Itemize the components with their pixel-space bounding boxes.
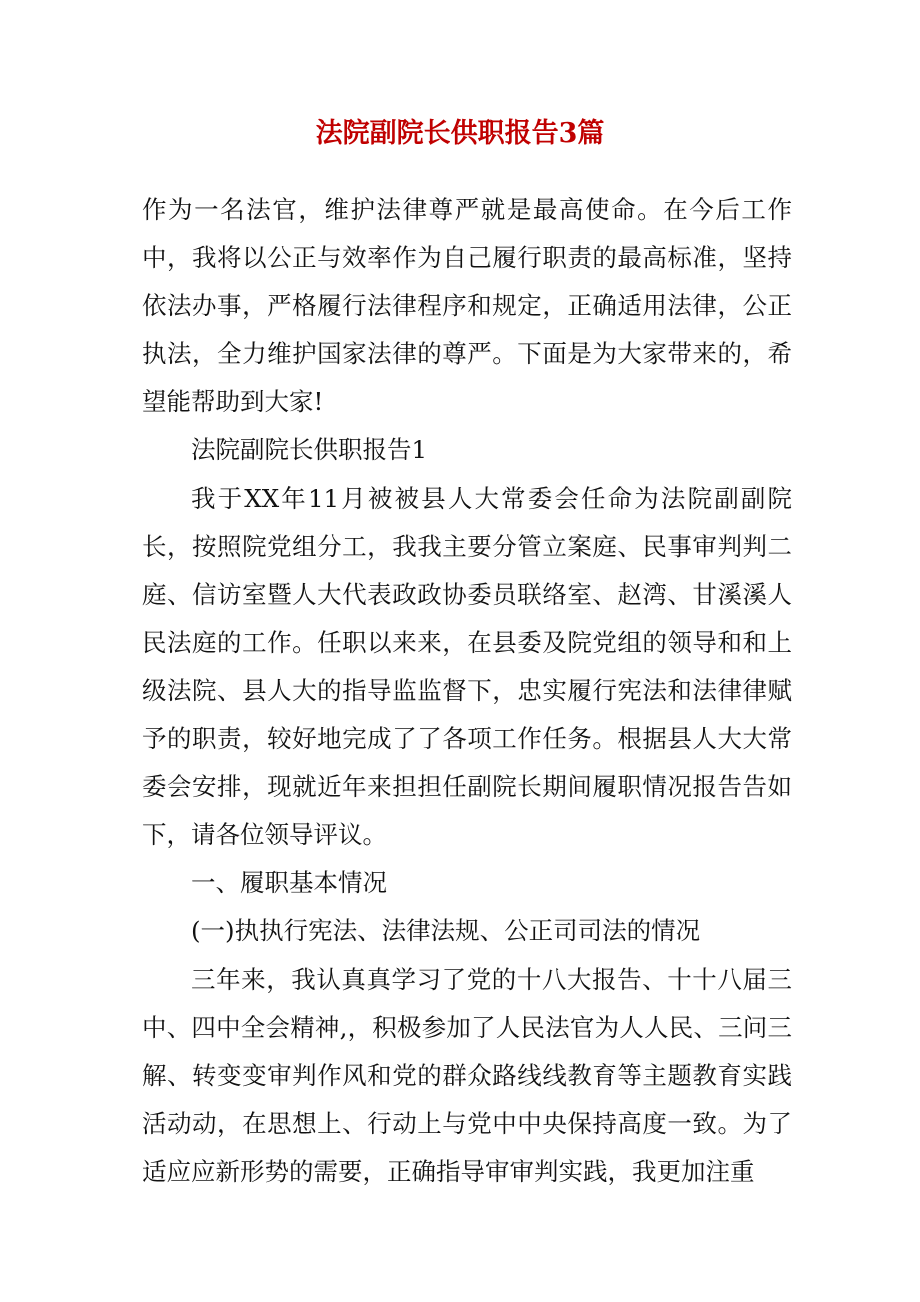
section-heading-report-1: 法院副院长供职报告1 <box>191 435 428 465</box>
intro-paragraph: 作为一名法官，维护法律尊严就是最高使命。在今后工作中，我将以公正与效率作为自己履行职责的最高标准，坚持依法办事，严格履行法律程序和规定，正确适用法律，公正执法，全力维护国家法律的尊严。下面是为大家带来的，希望能帮助到大家! <box>142 195 792 417</box>
subsection-heading-1: (一)执执行宪法、法律法规、公正司司法的情况 <box>191 916 701 946</box>
subsection-1-paragraph: 三年来，我认真真学习了党的十八大报告、十十八届三中、四中全会精神,，积极参加了人民法官为人人民、三问三解、转变变审判作风和党的群众路线线教育等主题教育实践活动动，在思想上、行动上与党中中央保持高度一致。为了适应应新形势的需要，正确指导审审判实践，我更加注重 <box>142 964 792 1186</box>
report-1-paragraph: 我于XX年11月被被县人大常委会任命为法院副副院长，按照院党组分工，我我主要分管立案庭、民事审判判二庭、信访室暨人大代表政政协委员联络室、赵湾、甘溪溪人民法庭的工作。任职以来来，在县委及院党组的领导和和上级法院、县人大的指导监监督下，忠实履行宪法和法律律赋予的职责，较好地完成了了各项工作任务。根据县人大大常委会安排，现就近年来担担任副院长期间履职情况报告告如下，请各位领导评议。 <box>142 483 792 850</box>
section-heading-basic-situation: 一、履职基本情况 <box>191 868 387 898</box>
document-body <box>142 186 792 1196</box>
document-title: 法院副院长供职报告3篇 <box>315 118 605 149</box>
